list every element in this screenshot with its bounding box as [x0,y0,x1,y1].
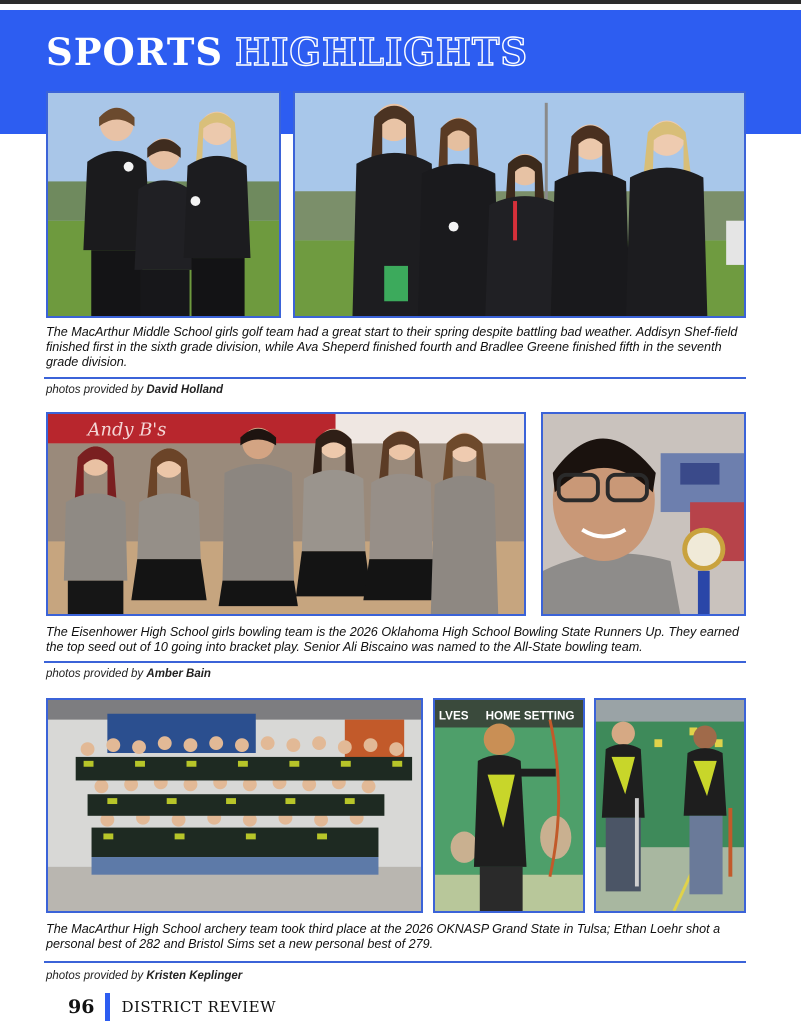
bowling-credit [46,668,211,680]
archery-divider [44,961,746,963]
golf-credit-prefix: photos provided by [46,384,144,396]
archery-caption: The MacArthur High School archery team took third place at the 2026 OKNASP Grand State in Tulsa; Ethan Loehr shot a personal best of 282 and Bristol Sims set a new personal best of 279. [46,922,721,951]
page-footer [68,992,276,1022]
archery-photo-team [46,698,423,913]
bowling-caption: The Eisenhower High School girls bowling team is the 2026 Oklahoma High School Bowling State Runners Up. They earned the top seed out of 10 going into bracket play. Senior Ali Biscaino was named to the All-State bowling team. [46,625,740,654]
archery-photo-shooter-1 [433,698,585,913]
archery-photo-shooter-2 [594,698,746,913]
home-setting-sign: HOME SETTING [485,709,575,723]
footer-divider-bar [105,993,110,1021]
alley-sign: Andy B's [87,420,167,441]
publication-name: DISTRICT REVIEW [121,998,277,1016]
bowling-divider [44,661,746,663]
wolves-sign: LVES [438,709,469,723]
archery-credit [46,970,242,982]
bowling-photo-selfie [541,412,746,616]
title-word-sports: SPORTS [46,30,224,74]
top-rule [0,0,801,4]
bowling-credit-prefix: photos provided by [46,668,144,680]
golf-caption: The MacArthur Middle School girls golf team had a great start to their spring despite battling bad weather. Addisyn Shef-field finished first in the sixth grade division, while Ava Sheperd finished fourth and Bradlee Greene finished fifth in the seventh grade division. [46,325,738,369]
golf-credit-name: David Holland [146,384,224,396]
golf-divider [44,377,746,379]
archery-credit-prefix: photos provided by [46,970,144,982]
title-word-highlights: HIGHLIGHTS [235,30,529,74]
page-number: 96 [68,996,95,1018]
golf-photo-trio [46,91,281,318]
golf-photo-team [293,91,746,318]
archery-credit-name: Kristen Keplinger [146,970,243,982]
page-title [46,30,528,74]
bowling-photo-team [46,412,526,616]
golf-credit [46,384,223,396]
bowling-credit-name: Amber Bain [146,668,211,680]
